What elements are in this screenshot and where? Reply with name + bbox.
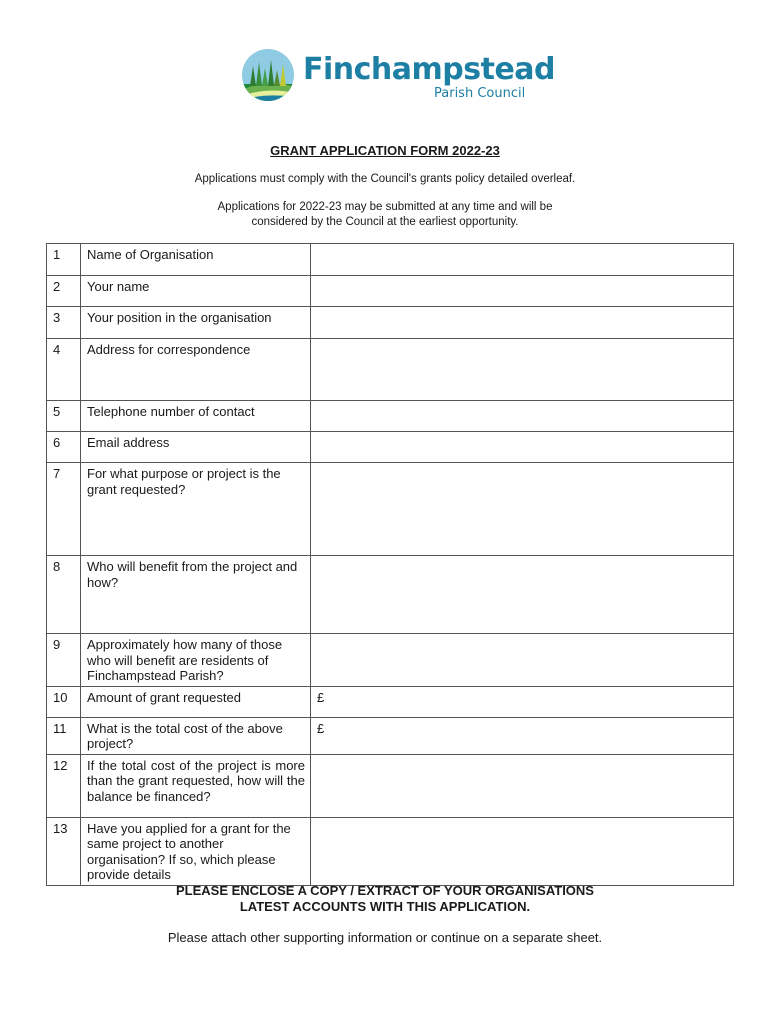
- form-row-organisation-name: [47, 244, 734, 276]
- question-label: If the total cost of the project is more than the grant requested, how will the balance be financed?: [81, 754, 311, 817]
- logo-name: Finchampstead: [303, 52, 556, 87]
- telephone-field[interactable]: [311, 401, 734, 432]
- row-number: 12: [47, 754, 81, 817]
- row-number: 2: [47, 276, 81, 307]
- form-row-address: [47, 339, 734, 401]
- position-field[interactable]: [311, 307, 734, 339]
- purpose-field[interactable]: [311, 463, 734, 556]
- email-field[interactable]: [311, 432, 734, 463]
- row-number: 6: [47, 432, 81, 463]
- question-label: Name of Organisation: [81, 244, 311, 276]
- intro-submission-line-2: considered by the Council at the earliest opportunity.: [251, 216, 519, 228]
- question-label: Have you applied for a grant for the same project to another organisation? If so, which please provide details: [81, 817, 311, 885]
- accounts-notice-line-1: PLEASE ENCLOSE A COPY / EXTRACT OF YOUR ORGANISATIONS: [176, 883, 594, 898]
- question-label: Telephone number of contact: [81, 401, 311, 432]
- accounts-notice-line-2: LATEST ACCOUNTS WITH THIS APPLICATION.: [239, 899, 531, 914]
- form-row-purpose: [47, 463, 734, 556]
- supporting-info-note: Please attach other supporting information or continue on a separate sheet.: [167, 930, 603, 945]
- application-form-table: [46, 243, 734, 886]
- row-number: 10: [47, 686, 81, 717]
- other-applications-field[interactable]: [311, 817, 734, 885]
- question-label: Your name: [81, 276, 311, 307]
- row-number: 7: [47, 463, 81, 556]
- question-label: Email address: [81, 432, 311, 463]
- form-row-email: [47, 432, 734, 463]
- question-label: Your position in the organisation: [81, 307, 311, 339]
- intro-submission-text: [0, 200, 770, 230]
- question-label: Who will benefit from the project and how?: [81, 556, 311, 634]
- form-row-residents: [47, 634, 734, 687]
- your-name-field[interactable]: [311, 276, 734, 307]
- address-field[interactable]: [311, 339, 734, 401]
- finchampstead-logo: [241, 48, 556, 106]
- question-label: Amount of grant requested: [81, 686, 311, 717]
- form-row-other-applications: [47, 817, 734, 885]
- form-row-balance-financing: [47, 754, 734, 817]
- row-number: 13: [47, 817, 81, 885]
- row-number: 3: [47, 307, 81, 339]
- grant-amount-field[interactable]: £: [311, 686, 734, 717]
- organisation-name-field[interactable]: [311, 244, 734, 276]
- row-number: 4: [47, 339, 81, 401]
- form-row-total-cost: [47, 717, 734, 754]
- form-row-grant-amount: [47, 686, 734, 717]
- question-label: What is the total cost of the above project?: [81, 717, 311, 754]
- question-label: Approximately how many of those who will benefit are residents of Finchampstead Parish?: [81, 634, 311, 687]
- form-row-your-name: [47, 276, 734, 307]
- intro-submission-line-1: Applications for 2022-23 may be submitted at any time and will be: [217, 201, 553, 213]
- total-cost-field[interactable]: £: [311, 717, 734, 754]
- form-row-position: [47, 307, 734, 339]
- row-number: 5: [47, 401, 81, 432]
- form-row-telephone: [47, 401, 734, 432]
- intro-policy-text: Applications must comply with the Council's grants policy detailed overleaf.: [194, 173, 576, 185]
- balance-financing-field[interactable]: [311, 754, 734, 817]
- accounts-notice: [0, 883, 770, 915]
- beneficiaries-field[interactable]: [311, 556, 734, 634]
- form-title: GRANT APPLICATION FORM 2022-23: [270, 143, 500, 158]
- logo-subtitle: Parish Council: [434, 86, 526, 101]
- question-label: For what purpose or project is the grant requested?: [81, 463, 311, 556]
- logo-emblem-icon: [241, 48, 299, 106]
- row-number: 1: [47, 244, 81, 276]
- row-number: 9: [47, 634, 81, 687]
- residents-field[interactable]: [311, 634, 734, 687]
- row-number: 11: [47, 717, 81, 754]
- row-number: 8: [47, 556, 81, 634]
- question-label: Address for correspondence: [81, 339, 311, 401]
- form-row-beneficiaries: [47, 556, 734, 634]
